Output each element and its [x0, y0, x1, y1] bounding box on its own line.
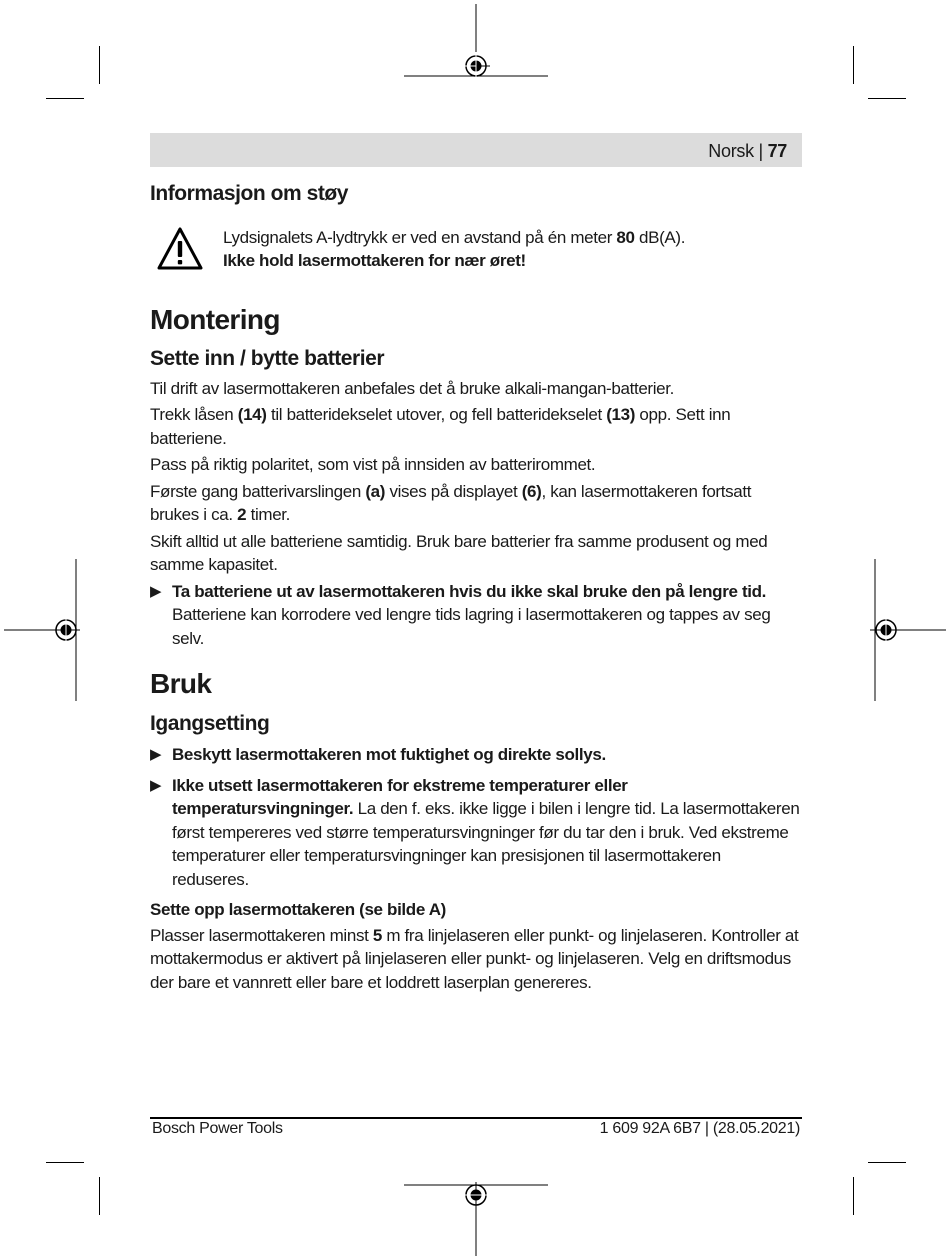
montering-heading: Montering: [150, 303, 280, 335]
noise-warning: [150, 222, 802, 276]
footer-rule: [150, 1117, 802, 1119]
page-header-bar: [150, 133, 802, 167]
bullet-bold-text: Ta batteriene ut av lasermottakeren hvis du ikke skal bruke den på lengre tid.: [172, 581, 767, 601]
bruk-heading: Bruk: [150, 668, 212, 699]
bullet-bold-text: Beskytt lasermottakeren mot fuktighet og direkte sollys.: [172, 745, 606, 764]
crop-mark: [868, 98, 906, 99]
page-content: [150, 182, 802, 997]
footer-brand: Bosch Power Tools: [152, 1120, 283, 1137]
bullet-text: Batteriene kan korrodere ved lengre tids lagring i lasermottakeren og tappes av seg selv.: [172, 605, 771, 648]
crop-mark: [868, 1162, 906, 1163]
registration-mark-right: [870, 557, 946, 703]
header-separator: |: [753, 141, 768, 161]
crop-mark: [853, 46, 854, 84]
list-item: [150, 580, 802, 651]
page-header: [708, 141, 787, 162]
crop-mark: [46, 1162, 84, 1163]
noise-warning-text: [223, 226, 803, 273]
text: , kan lasermottakeren fortsatt brukes i ca.: [150, 481, 752, 524]
noise-warning-bold: Ikke hold lasermottakeren for nær øret!: [223, 251, 526, 270]
bullet-icon: ▶: [150, 582, 162, 600]
crop-mark: [853, 1177, 854, 1215]
text: til batteridekselet utover, og fell batteridekselet: [266, 405, 607, 424]
noise-text-after: dB(A).: [634, 227, 686, 247]
footer-document-id: 1 609 92A 6B7 | (28.05.2021): [599, 1120, 800, 1137]
batteries-p4: [150, 480, 802, 527]
text: timer.: [246, 505, 291, 524]
crop-mark: [99, 1177, 100, 1215]
batteries-p1: Til drift av lasermottakeren anbefales det å bruke alkali-mangan-batterier.: [150, 378, 675, 398]
noise-heading: Informasjon om støy: [150, 182, 348, 205]
crop-mark: [99, 46, 100, 84]
list-item: [150, 774, 802, 892]
hours-value: 2: [237, 505, 247, 524]
registration-mark-left: [4, 557, 80, 703]
batteries-subheading: Sette inn / bytte batterier: [150, 347, 385, 370]
crop-mark: [46, 98, 84, 99]
text: vises på displayet: [385, 481, 522, 501]
noise-value: 80: [616, 227, 635, 247]
bullet-icon: ▶: [150, 776, 162, 794]
bullet-text: La den f. eks. ikke ligge i bilen i lengre tid. La lasermottakeren først tempereres ved større temperatursvingninger før du tar den i bruk. Ved ekstreme temperaturer eller temperatursvingninger kan presisjonen til lasermottakeren reduseres.: [172, 799, 800, 889]
list-item: [150, 743, 802, 767]
batteries-p3: Pass på riktig polaritet, som vist på innsiden av batterirommet.: [150, 455, 596, 474]
noise-text-before: Lydsignalets A-lydtrykk er ved en avstand på én meter: [223, 227, 617, 247]
ref-14: (14): [237, 405, 267, 424]
igangsetting-subheading: Igangsetting: [150, 711, 270, 735]
warning-triangle-icon: [156, 226, 204, 272]
ref-13: (13): [606, 405, 636, 424]
distance-value: 5: [372, 925, 382, 945]
registration-mark-bottom: [400, 1182, 552, 1256]
batteries-p2: [150, 403, 802, 450]
bullet-bold-text: Ikke utsett lasermottakeren for ekstreme temperaturer eller temperatursvingninger.: [172, 775, 628, 818]
page-number: 77: [767, 141, 787, 161]
text: Plasser lasermottakeren minst: [150, 925, 373, 945]
registration-mark-top: [400, 4, 552, 78]
header-language: Norsk: [708, 141, 754, 161]
text: Trekk låsen: [150, 405, 238, 424]
setup-paragraph: [150, 924, 802, 995]
text: opp. Sett inn batteriene.: [150, 405, 731, 448]
ref-6: (6): [521, 481, 542, 501]
bullet-icon: ▶: [150, 746, 162, 763]
setup-heading: Sette opp lasermottakeren (se bilde A): [150, 900, 446, 919]
text: Første gang batterivarslingen: [150, 481, 366, 501]
text: m fra linjelaseren eller punkt- og linjelaseren. Kontroller at mottakermodus er aktivert på linjelaseren eller punkt- og linjelaseren. Velg en driftsmodus der bare et vannrett eller bare et loddrett laserplan genereres.: [150, 925, 799, 992]
ref-a: (a): [365, 481, 386, 501]
batteries-p5: Skift alltid ut alle batteriene samtidig. Bruk bare batterier fra samme produsent og med samme kapasitet.: [150, 531, 768, 574]
